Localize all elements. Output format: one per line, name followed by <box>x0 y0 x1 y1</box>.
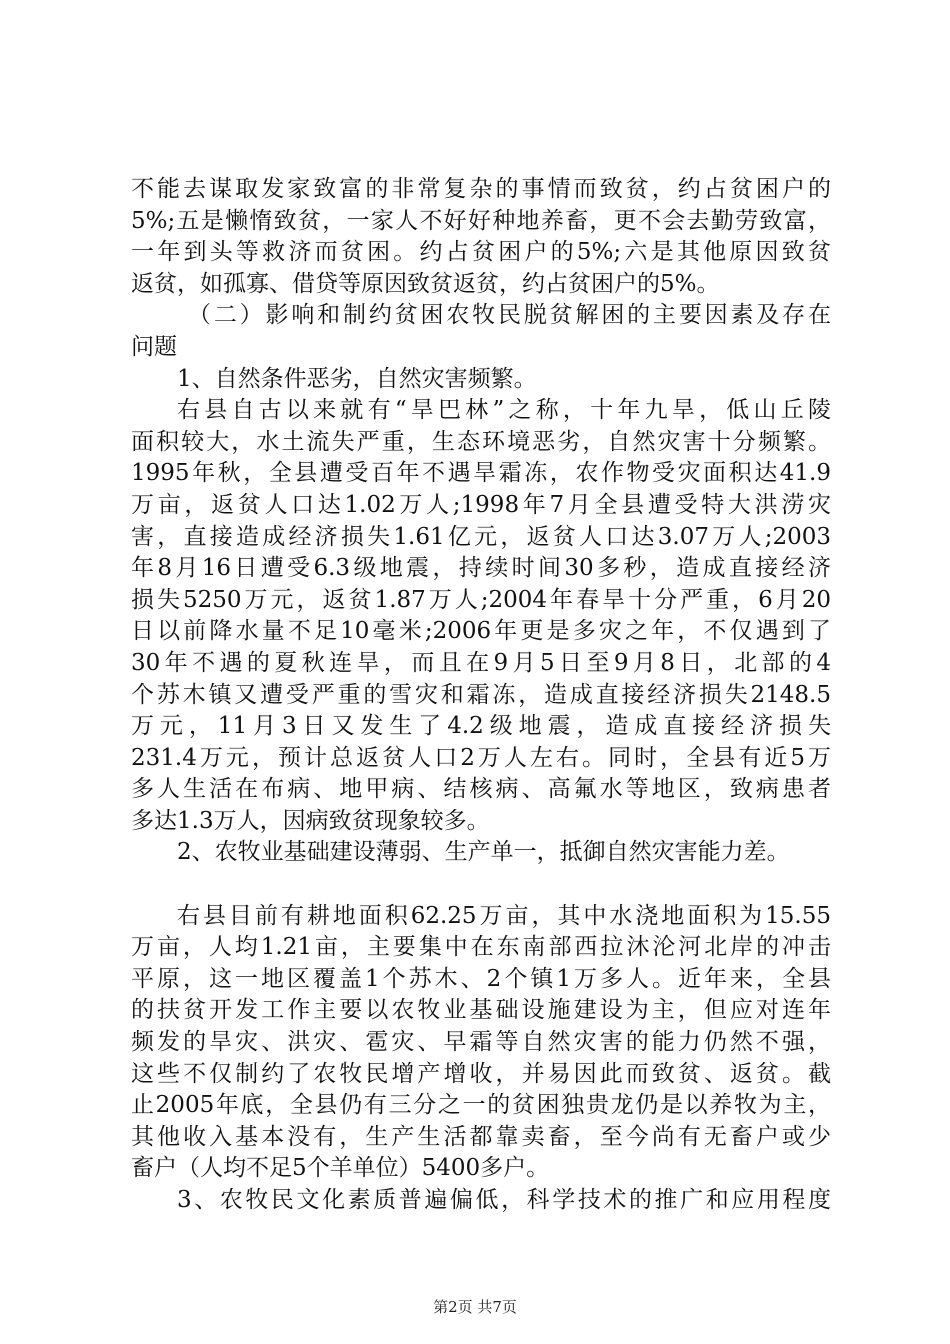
text-line: 平原，这一地区覆盖1个苏木、2个镇1万多人。近年来，全县 <box>131 965 831 992</box>
text-line: 30年不遇的夏秋连旱，而且在9月5日至9月8日，北部的4 <box>131 649 831 676</box>
text-line: 多达1.3万人，因病致贫现象较多。 <box>131 807 490 834</box>
text-line: 右县目前有耕地面积62.25万亩，其中水浇地面积为15.55 <box>177 902 831 929</box>
text-line: 止2005年底，全县仍有三分之一的贫困独贵龙仍是以养牧为主， <box>131 1092 831 1119</box>
section-heading: （二）影响和制约贫困农牧民脱贫解困的主要因素及存在 <box>188 302 831 329</box>
text-line: 日以前降水量不足10毫米;2006年更是多灾之年，不仅遇到了 <box>131 618 831 645</box>
text-line: 畜户（人均不足5个羊单位）5400多户。 <box>131 1155 550 1182</box>
text-line: 231.4万元，预计总返贫人口2万人左右。同时，全县有近5万 <box>131 744 831 771</box>
text-line: 年8月16日遭受6.3级地震，持续时间30多秒，造成直接经济 <box>131 555 831 582</box>
text-line: 面积较大，水土流失严重，生态环境恶劣，自然灾害十分频繁。 <box>131 428 831 455</box>
page-footer: 第2页 共7页 <box>433 1298 517 1316</box>
subheading-3: 3、农牧民文化素质普遍偏低，科学技术的推广和应用程度 <box>177 1187 831 1213</box>
text-line: 右县自古以来就有“旱巴林”之称，十年九旱，低山丘陵 <box>177 397 831 424</box>
text-line: 5%;五是懒惰致贫，一家人不好好种地养畜，更不会去勤劳致富， <box>131 207 831 234</box>
text-line: 一年到头等救济而贫困。约占贫困户的5%;六是其他原因致贫 <box>131 239 831 266</box>
text-line: 害，直接造成经济损失1.61亿元，返贫人口达3.07万人;2003 <box>131 523 831 550</box>
text-line: 1995年秋，全县遭受百年不遇旱霜冻，农作物受灾面积达41.9 <box>131 460 831 487</box>
text-line: 个苏木镇又遭受严重的雪灾和霜冻，造成直接经济损失2148.5 <box>131 681 831 708</box>
subheading-1: 1、自然条件恶劣，自然灾害频繁。 <box>177 365 537 392</box>
section-heading-cont: 问题 <box>131 333 177 360</box>
text-line: 万元，11月3日又发生了4.2级地震，造成直接经济损失 <box>131 713 831 740</box>
subheading-2: 2、农牧业基础建设薄弱、生产单一，抵御自然灾害能力差。 <box>177 839 790 866</box>
text-line: 万亩，返贫人口达1.02万人;1998年7月全县遭受特大洪涝灾 <box>131 491 831 518</box>
text-line: 万亩，人均1.21亩，主要集中在东南部西拉沐沦河北岸的冲击 <box>131 934 831 961</box>
text-line: 多人生活在布病、地甲病、结核病、高氟水等地区，致病患者 <box>131 776 831 803</box>
text-line: 其他收入基本没有，生产生活都靠卖畜，至今尚有无畜户或少 <box>131 1123 831 1150</box>
text-line: 频发的旱灾、洪灾、雹灾、早霜等自然灾害的能力仍然不强， <box>131 1029 831 1056</box>
blank-line <box>131 869 831 901</box>
text-line: 不能去谋取发家致富的非常复杂的事情而致贫，约占贫困户的 <box>131 176 831 202</box>
text-line: 损失5250万元，返贫1.87万人;2004年春旱十分严重，6月20 <box>131 586 831 613</box>
text-line: 返贫，如孤寡、借贷等原因致贫返贫，约占贫困户的5%。 <box>131 270 720 297</box>
document-body <box>131 174 831 1217</box>
text-line: 的扶贫开发工作主要以农牧业基础设施建设为主，但应对连年 <box>131 997 831 1024</box>
text-line: 这些不仅制约了农牧民增产增收，并易因此而致贫、返贫。截 <box>131 1060 831 1087</box>
